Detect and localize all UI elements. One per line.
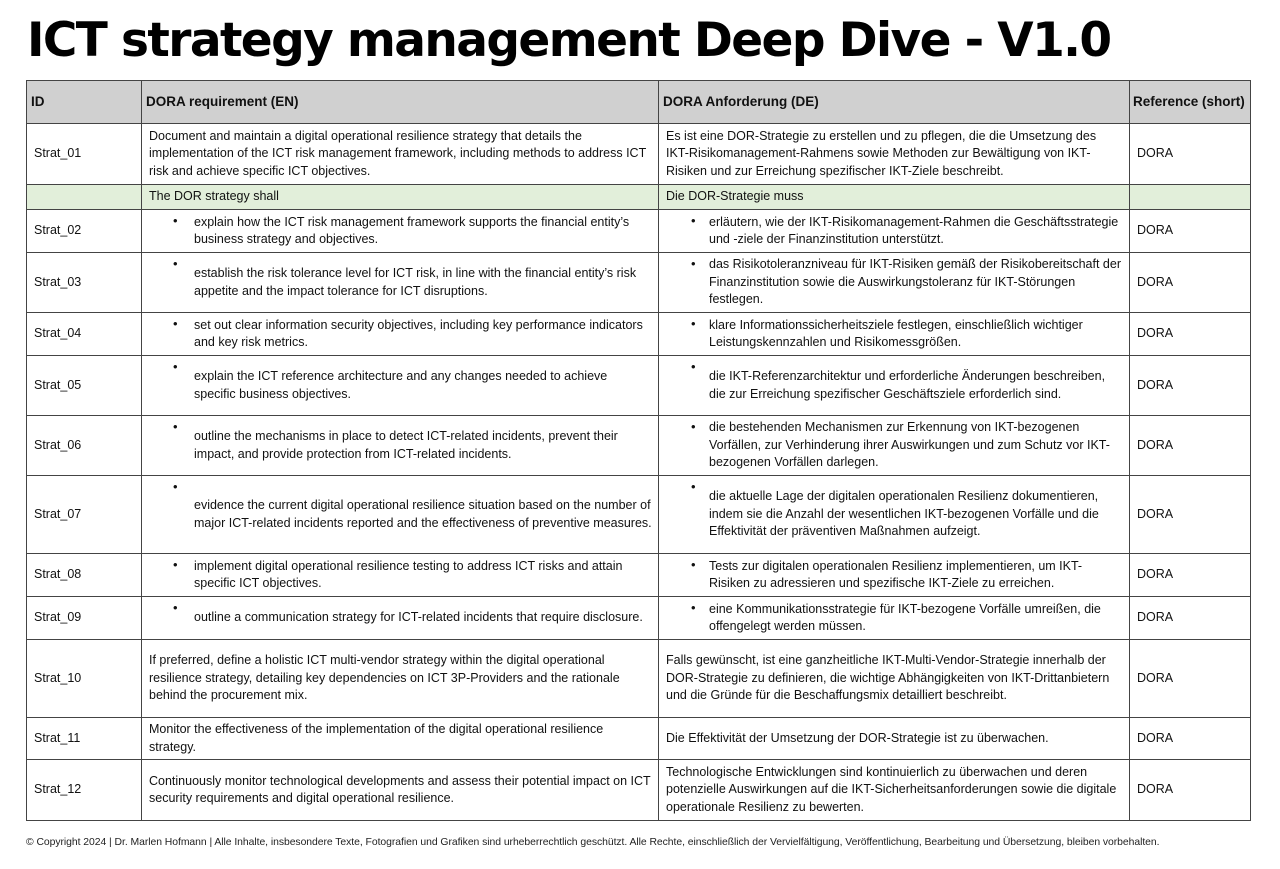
bullet-icon: • <box>173 256 178 271</box>
table-row <box>27 597 1251 640</box>
cell-id-text: Strat_07 <box>34 506 82 521</box>
cell-id-text: Strat_08 <box>34 567 82 582</box>
cell-requirement-de <box>659 554 1130 597</box>
cell-requirement-en-text: explain how the ICT risk management framework supports the financial entity’s business strategy and objectives. <box>194 214 630 246</box>
cell-requirement-de-text: die IKT-Referenzarchitektur und erforderliche Änderungen beschreiben, die zur Erreichung spezifischer Geschäftsziele erforderlich sind. <box>709 369 1106 401</box>
cell-requirement-en <box>142 597 659 640</box>
cell-id <box>27 210 142 253</box>
bullet-icon: • <box>691 213 696 228</box>
requirements-table <box>26 80 1251 821</box>
cell-id-text: Strat_04 <box>34 326 82 341</box>
cell-requirement-en <box>142 313 659 356</box>
cell-requirement-de <box>659 718 1130 760</box>
cell-reference-text: DORA <box>1137 730 1174 745</box>
cell-reference <box>1130 253 1251 313</box>
cell-requirement-de-text: das Risikotoleranzniveau für IKT-Risiken gemäß der Risikobereitschaft der Finanzinstitution sowie die Auswirkungstoleranz für IKT-Störungen festlegen. <box>709 257 1121 307</box>
cell-id <box>27 356 142 416</box>
cell-id <box>27 416 142 476</box>
cell-requirement-de <box>659 210 1130 253</box>
cell-requirement-de <box>659 313 1130 356</box>
cell-id <box>27 313 142 356</box>
cell-requirement-de-text: Falls gewünscht, ist eine ganzheitliche IKT-Multi-Vendor-Strategie innerhalb der DOR-Strategie zu definieren, die wichtige Abhängigkeiten von IKT-Drittanbietern und die Gründe für die Beschaffungsmix detailliert beschreibt. <box>666 653 1110 703</box>
bullet-icon: • <box>691 256 696 271</box>
table-body <box>27 124 1251 821</box>
table-row <box>27 640 1251 718</box>
cell-requirement-en-text: The DOR strategy shall <box>149 189 279 204</box>
cell-requirement-en <box>142 253 659 313</box>
cell-reference <box>1130 124 1251 185</box>
cell-requirement-en <box>142 476 659 554</box>
cell-requirement-de <box>659 760 1130 821</box>
cell-id <box>27 554 142 597</box>
cell-reference <box>1130 718 1251 760</box>
bullet-icon: • <box>173 213 178 228</box>
cell-reference <box>1130 597 1251 640</box>
cell-id <box>27 640 142 718</box>
header-id: ID <box>27 81 142 124</box>
cell-id <box>27 185 142 210</box>
cell-id-text: Strat_05 <box>34 377 82 392</box>
cell-id-text: Strat_01 <box>34 146 82 161</box>
table-row <box>27 476 1251 554</box>
cell-id-text: Strat_12 <box>34 782 82 797</box>
cell-id <box>27 253 142 313</box>
cell-id <box>27 760 142 821</box>
table-row <box>27 760 1251 821</box>
cell-requirement-de-text: Es ist eine DOR-Strategie zu erstellen und zu pflegen, die die Umsetzung des IKT-Risikomanagement-Rahmens sowie Methoden zur Bewältigung von IKT-Risiken und zur Erreichung spezifischer IKT-Ziele beschreibt. <box>666 128 1097 178</box>
cell-requirement-de <box>659 416 1130 476</box>
cell-requirement-de-text: die bestehenden Mechanismen zur Erkennung von IKT-bezogenen Vorfällen, zur Verhinderung ihrer Auswirkungen und zum Schutz vor IKT-bezogenen Vorfällen darlegen. <box>709 420 1110 470</box>
cell-requirement-de-text: Die DOR-Strategie muss <box>666 189 804 204</box>
cell-id-text: Strat_02 <box>34 223 82 238</box>
cell-reference-text: DORA <box>1137 223 1174 238</box>
cell-id <box>27 124 142 185</box>
cell-requirement-de-text: Tests zur digitalen operationalen Resilienz implementieren, um IKT-Risiken zu adressieren und spezifische IKT-Ziele zu erreichen. <box>709 558 1083 590</box>
cell-requirement-de-text: Technologische Entwicklungen sind kontinuierlich zu überwachen und deren potenzielle Auswirkungen auf die IKT-Sicherheitsanforderungen sowie die digitale operationale Resilienz zu bewerten. <box>666 764 1117 814</box>
header-reference: Reference (short) <box>1130 81 1251 124</box>
cell-reference-text: DORA <box>1137 146 1174 161</box>
cell-id-text: Strat_03 <box>34 274 82 289</box>
cell-reference-text: DORA <box>1137 506 1174 521</box>
copyright-footer: © Copyright 2024 | Dr. Marlen Hofmann | Alle Inhalte, insbesondere Texte, Fotografien und Grafiken sind urheberrechtlich geschützt. Alle Rechte, einschließlich der Vervielfältigung, Veröffentlichung, Bearbeitung und Übersetzung, bleiben vorbehalten. <box>26 837 1160 848</box>
cell-requirement-en-text: Continuously monitor technological developments and assess their potential impact on ICT security requirements and digital operational resilience. <box>149 773 651 805</box>
bullet-icon: • <box>691 359 696 374</box>
bullet-icon: • <box>691 557 696 572</box>
table-row <box>27 718 1251 760</box>
cell-id-text: Strat_11 <box>34 730 81 745</box>
cell-requirement-en <box>142 210 659 253</box>
table-row <box>27 210 1251 253</box>
cell-id-text: Strat_10 <box>34 670 82 685</box>
cell-requirement-en <box>142 554 659 597</box>
cell-requirement-en <box>142 185 659 210</box>
table-row <box>27 416 1251 476</box>
cell-reference-text: DORA <box>1137 670 1174 685</box>
cell-id <box>27 597 142 640</box>
cell-id <box>27 718 142 760</box>
cell-reference <box>1130 416 1251 476</box>
cell-requirement-de-text: klare Informationssicherheitsziele festlegen, einschließlich wichtiger Leistungskennzahlen und Risikomessgrößen. <box>709 317 1083 349</box>
bullet-icon: • <box>691 479 696 494</box>
cell-requirement-de <box>659 476 1130 554</box>
cell-requirement-en <box>142 124 659 185</box>
header-requirement-de: DORA Anforderung (DE) <box>659 81 1130 124</box>
cell-reference-text: DORA <box>1137 610 1174 625</box>
cell-id-text: Strat_09 <box>34 610 82 625</box>
cell-requirement-en <box>142 640 659 718</box>
cell-requirement-de-text: die aktuelle Lage der digitalen operationalen Resilienz dokumentieren, indem sie die Anzahl der wesentlichen IKT-bezogenen Vorfälle und die Effektivität der präventiven Maßnahmen aufzeigt. <box>709 489 1099 539</box>
cell-reference <box>1130 760 1251 821</box>
cell-requirement-en-text: explain the ICT reference architecture and any changes needed to achieve specific business objectives. <box>194 369 608 401</box>
cell-requirement-de <box>659 253 1130 313</box>
cell-requirement-en-text: set out clear information security objectives, including key performance indicators and key risk metrics. <box>194 317 643 349</box>
bullet-icon: • <box>173 419 178 434</box>
cell-id <box>27 476 142 554</box>
cell-requirement-de <box>659 597 1130 640</box>
cell-reference <box>1130 185 1251 210</box>
cell-requirement-en <box>142 760 659 821</box>
cell-requirement-de <box>659 356 1130 416</box>
cell-requirement-en-text: If preferred, define a holistic ICT multi-vendor strategy within the digital operational resilience strategy, detailing key dependencies on ICT 3P-Providers and the rationale behind the procurement mix. <box>149 653 620 703</box>
bullet-icon: • <box>173 600 178 615</box>
cell-reference <box>1130 640 1251 718</box>
cell-requirement-de <box>659 640 1130 718</box>
cell-reference-text: DORA <box>1137 326 1174 341</box>
bullet-icon: • <box>691 419 696 434</box>
cell-requirement-de-text: Die Effektivität der Umsetzung der DOR-Strategie ist zu überwachen. <box>666 730 1049 745</box>
bullet-icon: • <box>173 557 178 572</box>
cell-requirement-en-text: evidence the current digital operational resilience situation based on the number of major ICT-related incidents reported and the effectiveness of preventive measures. <box>194 498 652 530</box>
bullet-icon: • <box>173 479 178 494</box>
cell-requirement-en <box>142 416 659 476</box>
cell-requirement-de <box>659 124 1130 185</box>
cell-requirement-de <box>659 185 1130 210</box>
table-row <box>27 554 1251 597</box>
cell-reference-text: DORA <box>1137 437 1174 452</box>
cell-reference <box>1130 313 1251 356</box>
cell-reference-text: DORA <box>1137 274 1174 289</box>
cell-reference-text: DORA <box>1137 377 1174 392</box>
bullet-icon: • <box>173 359 178 374</box>
header-requirement-en: DORA requirement (EN) <box>142 81 659 124</box>
bullet-icon: • <box>691 316 696 331</box>
cell-reference <box>1130 476 1251 554</box>
table-row <box>27 356 1251 416</box>
cell-requirement-en-text: implement digital operational resilience testing to address ICT risks and attain specific ICT objectives. <box>194 558 623 590</box>
cell-requirement-en-text: Document and maintain a digital operational resilience strategy that details the implementation of the ICT risk management framework, including methods to address ICT risk and achieve specific ICT objectives. <box>149 128 646 178</box>
cell-requirement-en-text: outline the mechanisms in place to detect ICT-related incidents, prevent their impact, and provide protection from ICT-related incidents. <box>194 429 618 461</box>
page-title: ICT strategy management Deep Dive - V1.0 <box>27 13 1111 68</box>
cell-id-text: Strat_06 <box>34 437 82 452</box>
cell-requirement-en <box>142 718 659 760</box>
bullet-icon: • <box>691 600 696 615</box>
table-header-row <box>27 81 1251 124</box>
cell-reference <box>1130 210 1251 253</box>
cell-requirement-en <box>142 356 659 416</box>
bullet-icon: • <box>173 316 178 331</box>
table-row <box>27 313 1251 356</box>
table-row <box>27 185 1251 210</box>
cell-requirement-en-text: outline a communication strategy for ICT-related incidents that require disclosure. <box>194 610 643 625</box>
cell-reference-text: DORA <box>1137 567 1174 582</box>
cell-reference <box>1130 356 1251 416</box>
cell-requirement-en-text: establish the risk tolerance level for ICT risk, in line with the financial entity’s risk appetite and the impact tolerance for ICT disruptions. <box>194 266 637 298</box>
cell-reference-text: DORA <box>1137 782 1174 797</box>
cell-reference <box>1130 554 1251 597</box>
cell-requirement-en-text: Monitor the effectiveness of the implementation of the digital operational resilience strategy. <box>149 722 604 754</box>
table-row <box>27 124 1251 185</box>
table-row <box>27 253 1251 313</box>
cell-requirement-de-text: erläutern, wie der IKT-Risikomanagement-Rahmen die Geschäftsstrategie und -ziele der Finanzinstitution unterstützt. <box>709 214 1119 246</box>
cell-requirement-de-text: eine Kommunikationsstrategie für IKT-bezogene Vorfälle umreißen, die offengelegt werden müssen. <box>709 601 1101 633</box>
